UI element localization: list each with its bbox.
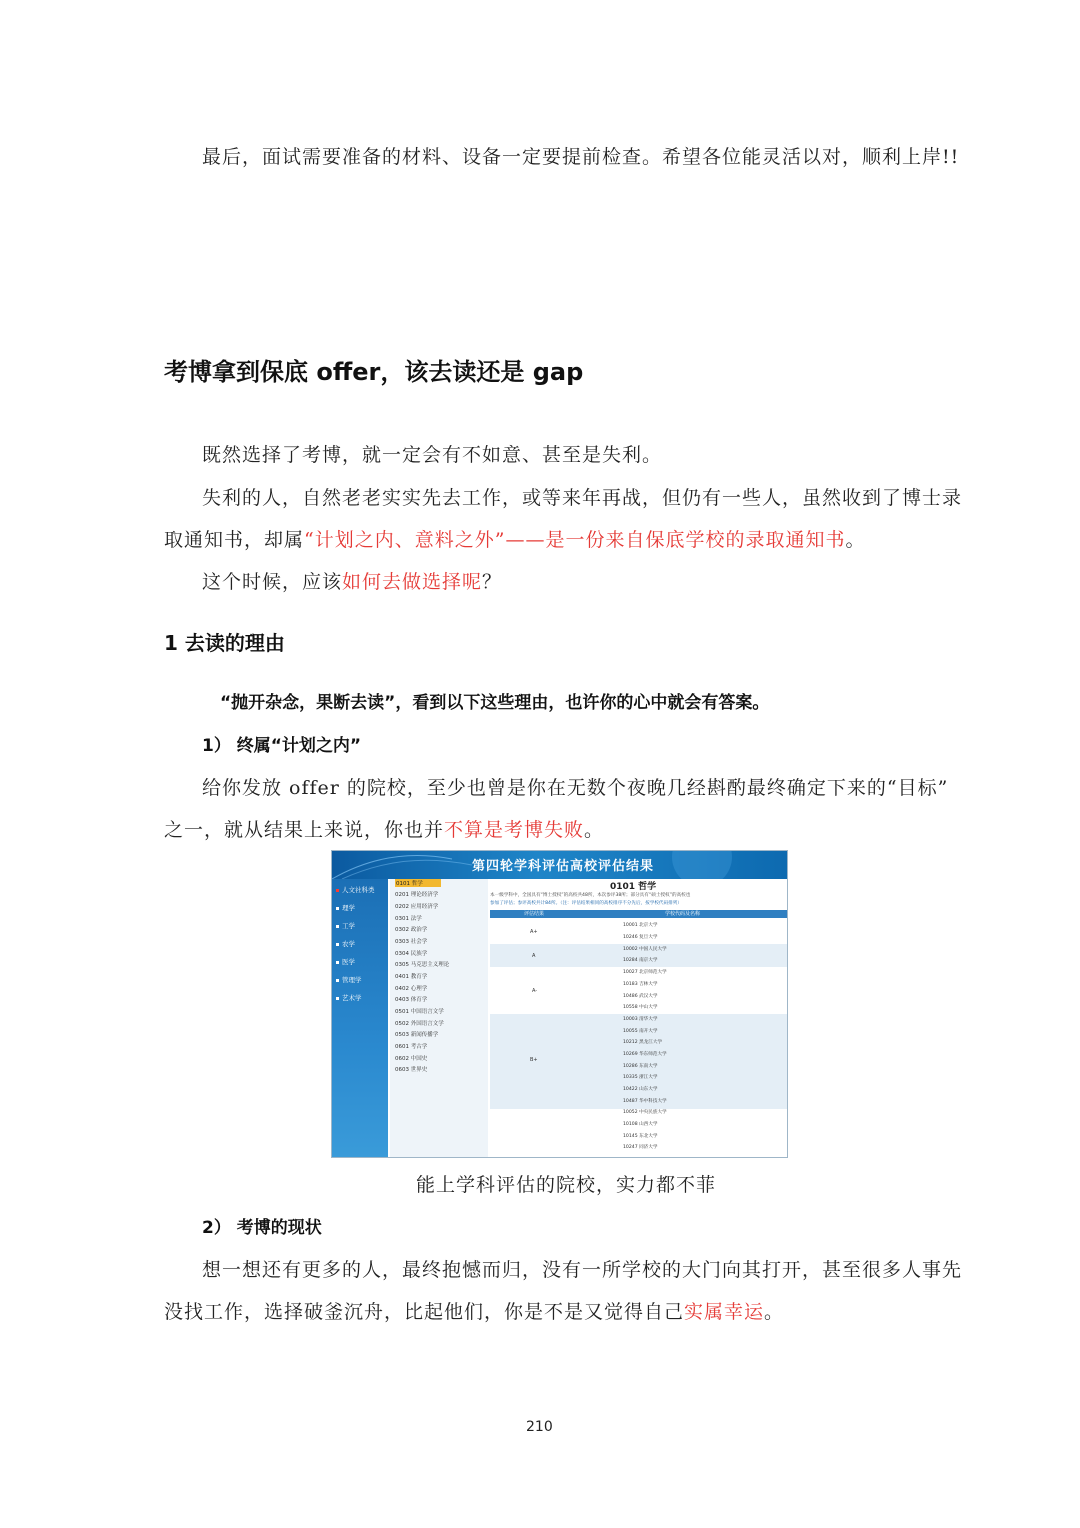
s1-highlight: 不算是考博失败: [444, 819, 585, 841]
subject-item[interactable]: 0403 体育学: [395, 997, 428, 1003]
school-row: 10003 清华大学: [623, 1017, 658, 1022]
p3-end: ？: [482, 571, 503, 593]
p2-text: 取通知书，却属: [164, 529, 305, 551]
school-row: 10055 南开大学: [623, 1029, 658, 1034]
point-2-heading: 2） 考博的现状: [202, 1218, 322, 1238]
point-1-heading: 1） 终属“计划之内”: [202, 736, 362, 756]
school-row: 10286 东南大学: [623, 1064, 658, 1069]
screenshot-banner: [332, 851, 787, 879]
lead-sentence: “抛开杂念，果断去读”，看到以下这些理由，也许你的心中就会有答案。: [220, 693, 770, 713]
closing-paragraph: 最后，面试需要准备的材料、设备一定要提前检查。希望各位能灵活以对，顺利上岸!!: [202, 146, 960, 168]
subsection-heading-1: 1 去读的理由: [164, 631, 285, 655]
school-row: 10487 华中科技大学: [623, 1099, 667, 1104]
results-title: 0101 哲学: [610, 882, 657, 892]
subject-item[interactable]: 0503 新闻传播学: [395, 1032, 439, 1038]
school-row: 10284 南京大学: [623, 958, 658, 963]
p2-end: 。: [845, 529, 866, 551]
p2-highlight: “计划之内、意料之外”——是一份来自保底学校的录取通知书: [304, 529, 846, 551]
category-item[interactable]: 理学: [336, 903, 355, 912]
school-row: 10183 吉林大学: [623, 982, 658, 987]
school-row: 10027 北京师范大学: [623, 970, 667, 975]
category-item[interactable]: 农学: [336, 939, 355, 948]
subject-item[interactable]: 0502 外国语言文学: [395, 1021, 444, 1027]
point-1-line-2: [164, 815, 604, 842]
category-sidebar: [332, 879, 388, 1157]
school-row: 10335 浙江大学: [623, 1075, 658, 1080]
s2-highlight: 实属幸运: [684, 1301, 765, 1323]
results-panel: [490, 879, 787, 1157]
subject-item[interactable]: 0201 理论经济学: [395, 892, 439, 898]
s1-text: 之一，就从结果上来说，你也并: [164, 819, 445, 841]
school-row: 10422 山东大学: [623, 1087, 658, 1092]
s2-text: 没找工作，选择破釜沉舟，比起他们，你是不是又觉得自己: [164, 1301, 685, 1323]
subject-item[interactable]: 0305 马克思主义理论: [395, 962, 450, 968]
subject-item[interactable]: 0304 民族学: [395, 951, 428, 957]
subject-list: [390, 879, 488, 1157]
col-grade-header: 评估结果: [524, 911, 545, 917]
results-note: 参加了评估；参评高校共计84所。（注：评估结果相同的高校排序不分先后，按学校代码排列）: [490, 901, 682, 906]
subject-item[interactable]: 0101 哲学: [395, 879, 441, 887]
point-1-line-1: 给你发放 offer 的院校，至少也曾是你在无数个夜晚几经斟酌最终确定下来的“目标”: [202, 777, 949, 799]
school-row: 10001 北京大学: [623, 923, 658, 928]
school-row: 10002 中国人民大学: [623, 947, 667, 952]
school-row: 10269 华东师范大学: [623, 1052, 667, 1057]
section-heading: 考博拿到保底 offer，该去读还是 gap: [164, 358, 584, 386]
category-item[interactable]: 工学: [336, 921, 355, 930]
school-row: 10212 黑龙江大学: [623, 1040, 663, 1045]
s1-end: 。: [584, 819, 605, 841]
figure-caption: 能上学科评估的院校，实力都不菲: [416, 1174, 717, 1196]
category-item[interactable]: 艺术学: [336, 993, 362, 1002]
category-item[interactable]: 医学: [336, 957, 355, 966]
col-school-header: 学校代码及名称: [665, 911, 701, 917]
category-item[interactable]: 人文社科类: [336, 885, 375, 894]
subject-item[interactable]: 0401 教育学: [395, 974, 428, 980]
page-number: 210: [526, 1419, 553, 1435]
subject-item[interactable]: 0202 应用经济学: [395, 904, 439, 910]
p3-highlight: 如何去做选择呢: [342, 571, 483, 593]
p3-text: 这个时候，应该: [202, 571, 343, 593]
paragraph-2-line-2: [164, 525, 865, 552]
school-row: 10246 复旦大学: [623, 935, 658, 940]
subject-item[interactable]: 0301 法学: [395, 916, 422, 922]
school-row: 10486 武汉大学: [623, 994, 658, 999]
category-item[interactable]: 管理学: [336, 975, 362, 984]
school-row: 10558 中山大学: [623, 1005, 658, 1010]
grade-label: B+: [530, 1057, 538, 1063]
subject-item[interactable]: 0603 世界史: [395, 1067, 428, 1073]
paragraph-3: [202, 567, 502, 594]
grade-label: A: [532, 953, 536, 959]
grade-label: A-: [532, 988, 538, 994]
point-2-line-1: 想一想还有更多的人，最终抱憾而归，没有一所学校的大门向其打开，甚至很多人事先: [202, 1259, 963, 1281]
subject-item[interactable]: 0302 政治学: [395, 927, 428, 933]
evaluation-screenshot: [331, 850, 788, 1158]
results-description: 本一级学科中，全国具有“博士授权”的高校共48所，本次参评38所；部分具有“硕士授权”的高校也: [490, 893, 691, 898]
s2-end: 。: [764, 1301, 785, 1323]
school-row: 10145 东北大学: [623, 1134, 658, 1139]
paragraph-1: 既然选择了考博，就一定会有不如意、甚至是失利。: [202, 444, 663, 466]
subject-item[interactable]: 0601 考古学: [395, 1044, 428, 1050]
subject-item[interactable]: 0303 社会学: [395, 939, 428, 945]
table-header: [490, 910, 787, 918]
subject-item[interactable]: 0402 心理学: [395, 986, 428, 992]
paragraph-2-line-1: 失利的人，自然老老实实先去工作，或等来年再战，但仍有一些人，虽然收到了博士录: [202, 487, 963, 509]
banner-title: 第四轮学科评估高校评估结果: [472, 859, 655, 874]
subject-item[interactable]: 0602 中国史: [395, 1056, 428, 1062]
point-2-line-2: [164, 1297, 784, 1324]
grade-label: A+: [530, 929, 538, 935]
school-row: 10247 同济大学: [623, 1145, 658, 1150]
subject-item[interactable]: 0501 中国语言文学: [395, 1009, 444, 1015]
school-row: 10052 中央民族大学: [623, 1110, 667, 1115]
school-row: 10108 山西大学: [623, 1122, 658, 1127]
